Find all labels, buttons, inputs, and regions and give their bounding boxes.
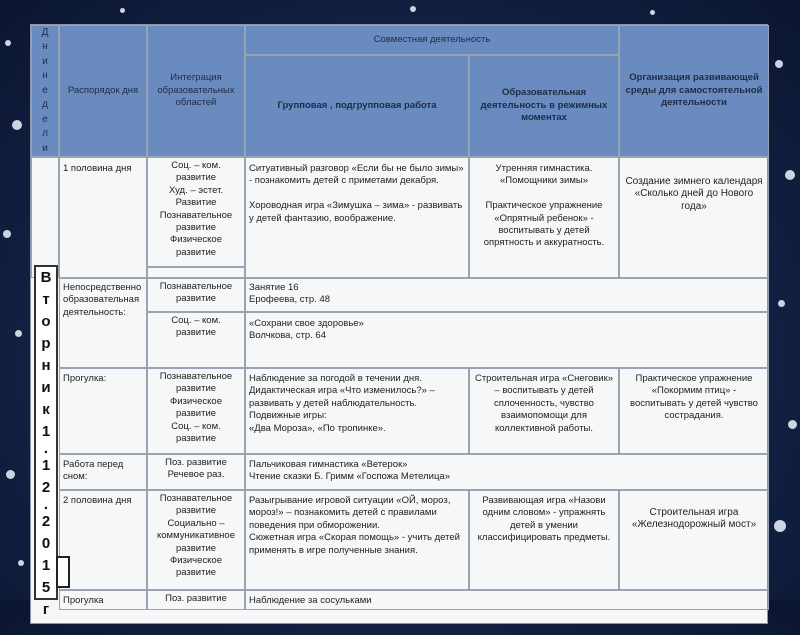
day-label-char: 1 (41, 457, 51, 474)
day-label (34, 265, 58, 635)
day-label-char: . (43, 496, 49, 513)
row1-group: Ситуативный разговор «Если бы не было зимы» - познакомить детей с приметами декабря. Хороводная игра «Зимушка – зима» - развивать у детей фантазию, воображение. (245, 157, 469, 278)
row3-regime: Строительная игра «Снеговик» – воспитывать у детей сплоченность, чувство взаимопомощи для коллективной работы. (469, 368, 619, 454)
row6-content: Наблюдение за сосульками (245, 590, 769, 610)
row1-integration: Соц. – ком. развитие Худ. – эстет. Развитие Познавательное развитие Физическое развитие (147, 157, 245, 267)
day-label-char: т (42, 291, 50, 308)
day-label-char: 1 (41, 557, 51, 574)
header-days-letter: л (42, 128, 48, 140)
header-integration: Интеграция образовательных областей (147, 25, 245, 157)
day-label-char: н (41, 357, 51, 374)
header-days-letter: и (42, 55, 48, 67)
row3-environment: Практическое упражнение «Покормим птиц» - воспитывать у детей чувство сострадания. (619, 368, 769, 454)
row6-integration: Поз. развитие (147, 590, 245, 610)
row5-group: Разыгрывание игровой ситуации «ОЙ, мороз, мороз!» – познакомить детей с правилами поведения при обморожении. Сюжетная игра «Скорая помощь» - учить детей применять в игре полученные знания. (245, 490, 469, 590)
day-label-char: В (40, 269, 52, 286)
row3-group: Наблюдение за погодой в течении дня. Дидактическая игра «Что изменилось?» – развивать у детей наблюдательность. Подвижные игры: «Два Мороза», «По тропинке». (245, 368, 469, 454)
day-label-char: 2 (41, 479, 51, 496)
checkbox-box (56, 556, 70, 588)
day-label-char: о (41, 313, 51, 330)
day-label-char: . (43, 440, 49, 457)
row3-integration: Познавательное развитие Физическое развитие Соц. – ком. развитие (147, 368, 245, 454)
row2-schedule: Непосредственно образовательная деятельность: (59, 278, 147, 368)
header-group-work: Групповая , подгрупповая работа (245, 55, 469, 157)
header-schedule: Распорядок дня (59, 25, 147, 157)
row2-sub1-content: Занятие 16 Ерофеева, стр. 48 (245, 278, 769, 312)
row2-sub2-content: «Сохрани свое здоровье» Волчкова, стр. 64 (245, 312, 769, 368)
header-joint-activity: Совместная деятельность (245, 25, 619, 55)
header-environment: Организация развивающей среды для самостоятельной деятельности (619, 25, 769, 157)
row5-environment: Строительная игра «Железнодорожный мост» (619, 490, 769, 590)
row4-schedule: Работа перед сном: (59, 454, 147, 490)
row5-regime: Развивающая игра «Назови одним словом» - упражнять детей в умении классифицировать предметы. (469, 490, 619, 590)
day-label-char: к (42, 401, 50, 418)
row4-content: Пальчиковая гимнастика «Ветерок» Чтение сказки Б. Гримм «Госпожа Метелица» (245, 454, 769, 490)
row3-schedule: Прогулка: (59, 368, 147, 454)
row5-schedule: 2 половина дня (59, 490, 147, 590)
row4-integration: Поз. развитие Речевое раз. (147, 454, 245, 490)
row2-sub2-integration: Соц. – ком. развитие (147, 312, 245, 368)
day-label-char: 0 (41, 535, 51, 552)
header-days-letter: е (42, 84, 48, 96)
row1-integration-pad (147, 267, 245, 278)
header-days (31, 25, 59, 157)
header-days-letter: и (42, 142, 48, 154)
header-days-letter: н (42, 70, 48, 82)
row6-schedule: Прогулка (59, 590, 147, 610)
row2-sub1-integration: Познавательное развитие (147, 278, 245, 312)
header-days-letter: н (42, 41, 48, 53)
row1-schedule: 1 половина дня (59, 157, 147, 278)
day-label-char: и (41, 379, 51, 396)
day-label-char: 2 (41, 513, 51, 530)
header-days-letter: е (42, 113, 48, 125)
header-days-letter: Д (41, 26, 49, 38)
header-regime-activity: Образовательная деятельность в режимных моментах (469, 55, 619, 157)
row5-integration: Познавательное развитие Социально – коммуникативное развитие Физическое развитие (147, 490, 245, 590)
row1-regime: Утренняя гимнастика. «Помощники зимы» Практическое упражнение «Опрятный ребенок» - воспитывать у детей опрятность и аккуратность. (469, 157, 619, 278)
day-label-char: 5 (41, 579, 51, 596)
day-label-char: р (41, 335, 51, 352)
day-label-char: г (42, 601, 50, 618)
row1-environment: Создание зимнего календаря «Сколько дней до Нового года» (619, 157, 769, 278)
header-days-letter: д (42, 99, 48, 111)
day-label-char: 1 (41, 423, 51, 440)
schedule-table (30, 24, 768, 624)
day-label-char: . (43, 618, 49, 635)
row1-days (31, 157, 59, 278)
